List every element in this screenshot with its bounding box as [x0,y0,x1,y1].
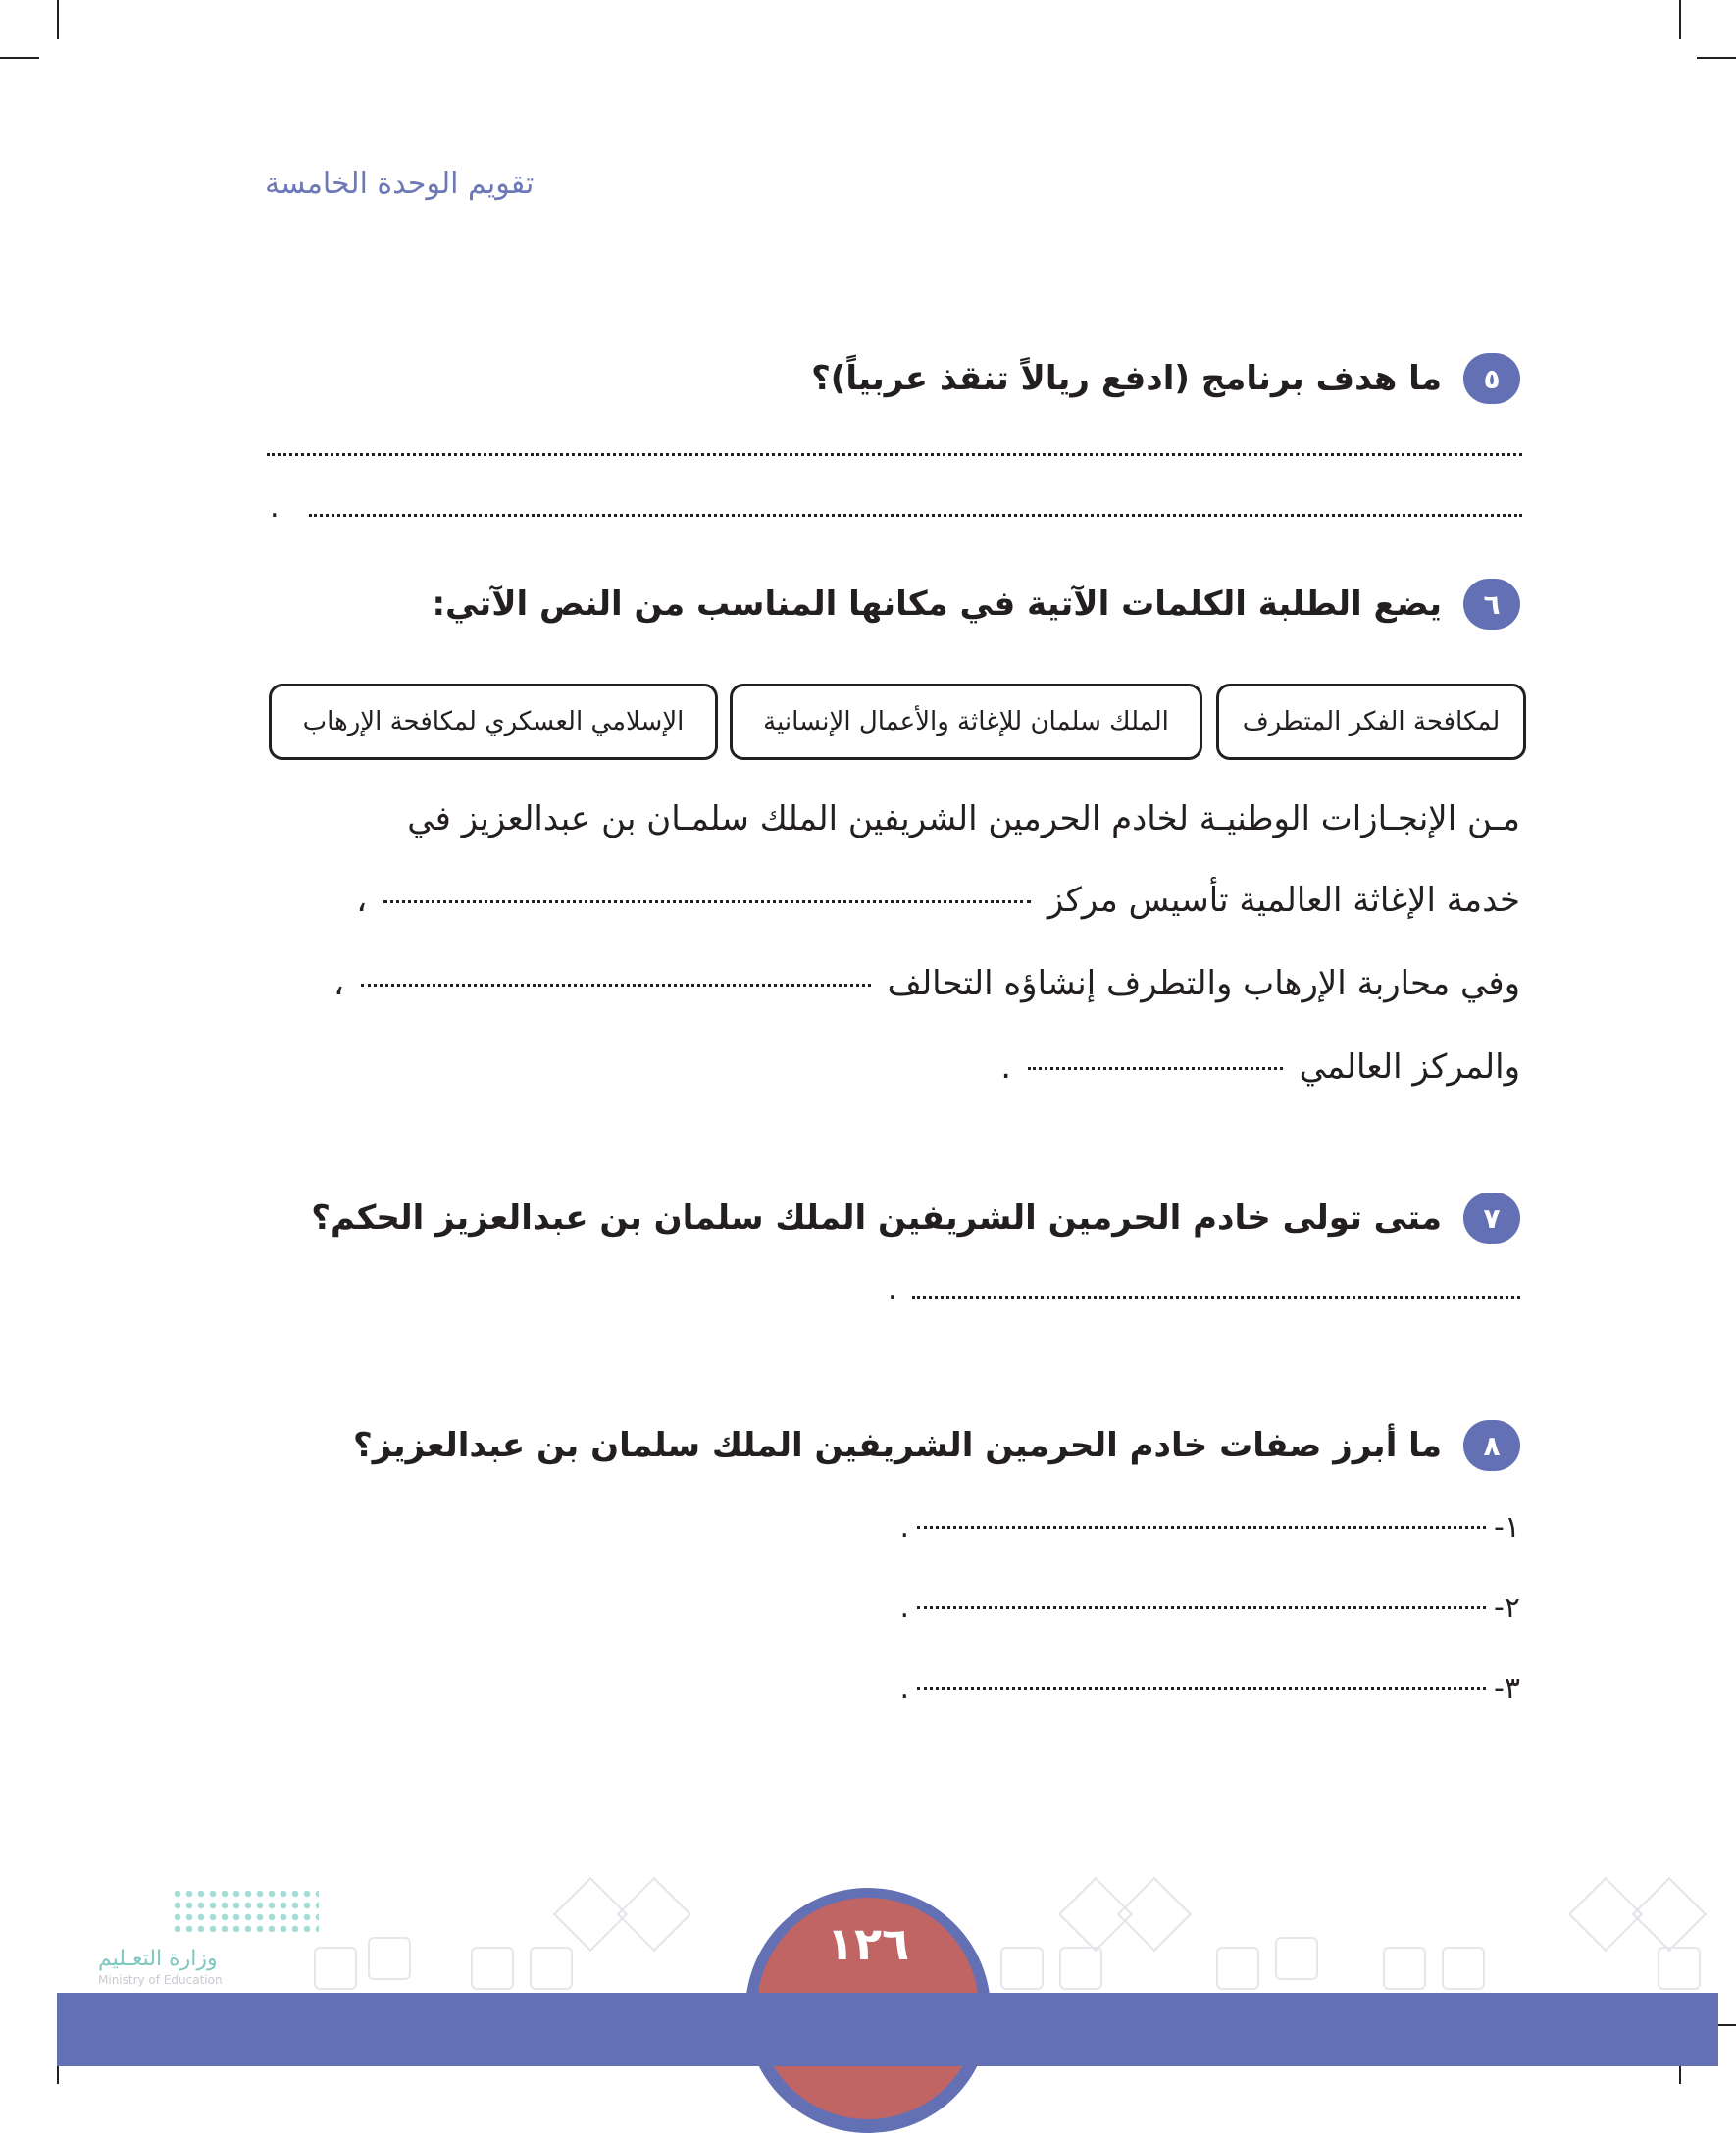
crop-mark [57,0,59,39]
blank-field[interactable] [917,1687,1486,1690]
paragraph-line-2 [216,881,1520,920]
question-number-badge: ٧ [1463,1193,1520,1244]
punctuation: ، [333,964,344,1003]
question-text: يضع الطلبة الكلمات الآتية في مكانها المناسب من النص الآتي: [432,584,1442,624]
blank-field[interactable] [361,984,871,987]
answer-line[interactable] [267,453,1522,456]
decorative-square [368,1937,411,1980]
decorative-square [1442,1947,1485,1990]
paragraph-text: والمركز العالمي [1299,1047,1520,1087]
question-number-badge: ٨ [1463,1420,1520,1471]
answer-item-3 [900,1671,1521,1705]
end-dot: . [270,490,280,525]
punctuation: . [1000,1047,1012,1087]
end-dot: . [899,1671,910,1705]
decorative-square [1216,1947,1259,1990]
punctuation: ، [356,881,368,920]
ministry-name-en: Ministry of Education [98,1973,223,1987]
footer-bar [57,1993,1718,2066]
blank-field[interactable] [917,1606,1486,1609]
decorative-diamond [1117,1877,1192,1952]
ministry-name: وزارة التعـليم [98,1947,218,1971]
paragraph-line-3 [216,964,1520,1003]
end-dot: . [899,1591,910,1625]
question-number-badge: ٦ [1463,579,1520,630]
decorative-square [1059,1947,1102,1990]
item-label: ١- [1494,1510,1520,1545]
answer-line[interactable] [912,1296,1520,1299]
item-label: ٣- [1494,1671,1520,1705]
question-text: ما أبرز صفات خادم الحرمين الشريفين الملك سلمان بن عبدالعزيز؟ [352,1426,1442,1465]
question-number-badge: ٥ [1463,353,1520,404]
question-6 [432,579,1520,630]
word-option-3[interactable]: الإسلامي العسكري لمكافحة الإرهاب [269,684,718,760]
decorative-square [1658,1947,1701,1990]
decorative-square [314,1947,357,1990]
paragraph-text: وفي محاربة الإرهاب والتطرف إنشاؤه التحالف [887,964,1520,1003]
blank-field[interactable] [383,900,1031,903]
crop-mark [1679,0,1681,39]
decorative-square [1000,1947,1044,1990]
question-text: ما هدف برنامج (ادفع ريالاً تنقذ عربياً)؟ [811,359,1442,398]
end-dot: . [888,1273,897,1307]
question-8 [353,1420,1520,1471]
crop-mark [1697,57,1736,59]
end-dot: . [899,1510,910,1545]
word-option-2[interactable]: الملك سلمان للإغاثة والأعمال الإنسانية [730,684,1202,760]
paragraph-text: مـن الإنجـازات الوطنيـة لخادم الحرمين الشريفين الملك سلمـان بن عبدالعزيز في [407,799,1520,838]
unit-title: تقويم الوحدة الخامسة [265,167,535,201]
question-7 [311,1193,1520,1244]
answer-item-2 [900,1591,1521,1625]
crop-mark [0,57,39,59]
decorative-diamond [1632,1877,1707,1952]
ministry-logo-dots [172,1888,319,1932]
item-label: ٢- [1494,1591,1520,1625]
page-number: ١٢٦ [826,1917,910,1970]
decorative-square [1275,1937,1318,1980]
answer-item-1 [900,1510,1521,1545]
question-5 [811,353,1520,404]
decorative-square [471,1947,514,1990]
blank-field[interactable] [1028,1067,1283,1070]
paragraph-text: خدمة الإغاثة العالمية تأسيس مركز [1047,881,1520,920]
paragraph-line-1 [216,799,1520,838]
question-text: متى تولى خادم الحرمين الشريفين الملك سلمان بن عبدالعزيز الحكم؟ [311,1198,1442,1238]
blank-field[interactable] [917,1526,1486,1529]
paragraph-line-4 [216,1047,1520,1087]
decorative-square [530,1947,573,1990]
answer-line[interactable] [309,514,1522,517]
word-option-1[interactable]: لمكافحة الفكر المتطرف [1216,684,1526,760]
decorative-square [1383,1947,1426,1990]
decorative-diamond [617,1877,691,1952]
